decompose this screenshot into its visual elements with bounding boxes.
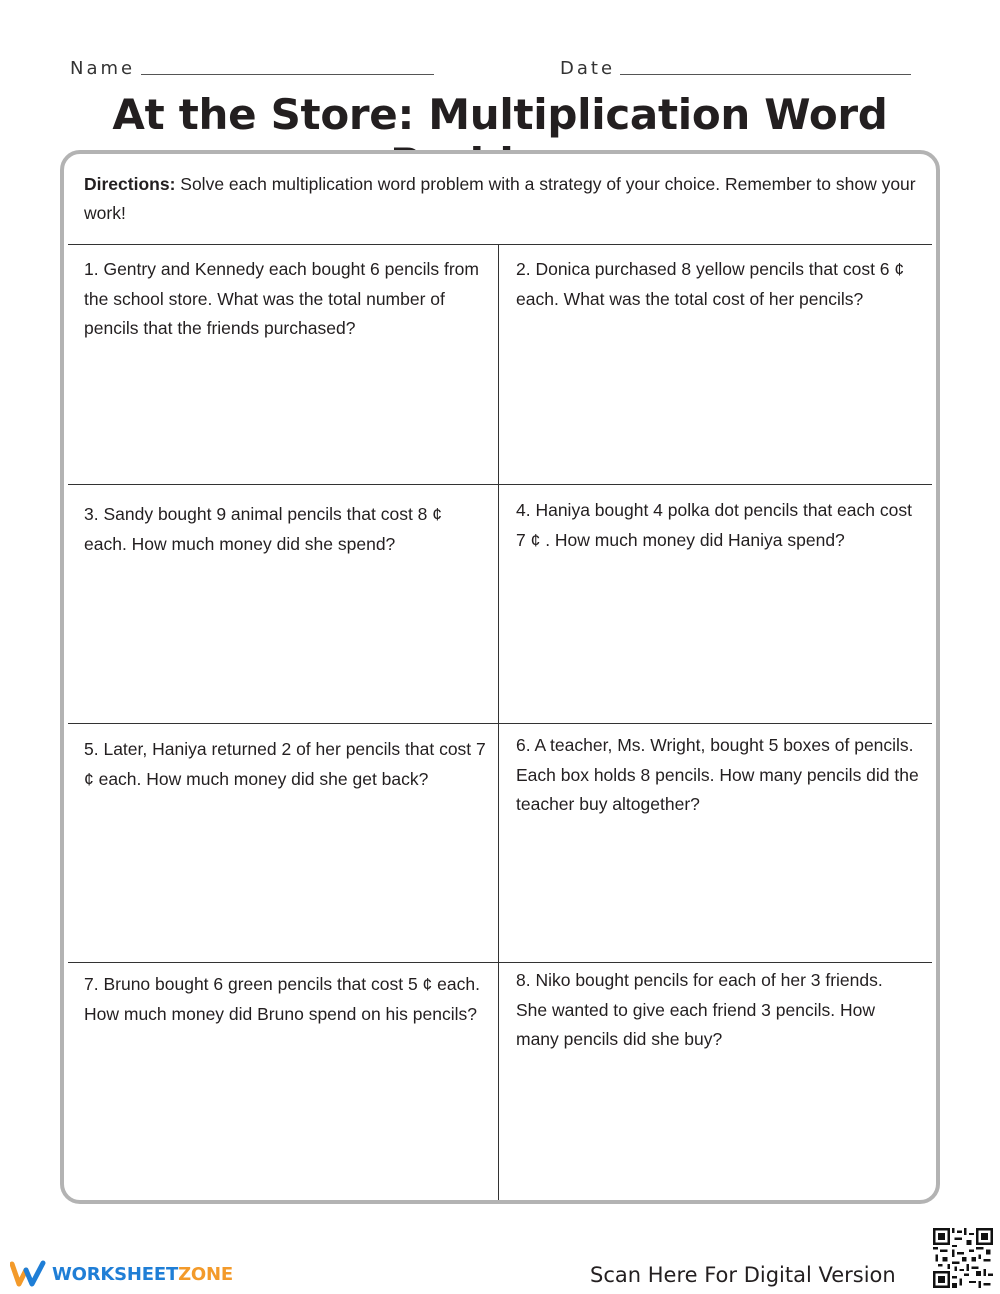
worksheet-frame (60, 150, 940, 1204)
grid-line-row3 (68, 723, 932, 724)
grid-line-row2 (68, 484, 932, 485)
date-line[interactable] (620, 74, 911, 75)
problem-7: 7. Bruno bought 6 green pencils that cost 5 ¢ each. How much money did Bruno spend on his pencils? (84, 974, 480, 1024)
logo-text-primary: WORKSHEET (52, 1263, 179, 1285)
directions-label: Directions: (84, 174, 176, 194)
date-label: Date (560, 58, 616, 79)
name-label: Name (70, 58, 136, 79)
logo-text (52, 1264, 233, 1285)
problem-6: 6. A teacher, Ms. Wright, bought 5 boxes of pencils. Each box holds 8 pencils. How many pencils did the teacher buy altogether? (516, 735, 919, 814)
logo-text-secondary: ZONE (178, 1263, 233, 1285)
page-title: At the Store: Multiplication Word (112, 90, 888, 139)
worksheet-zone-logo[interactable] (10, 1260, 233, 1288)
name-line[interactable] (141, 74, 434, 75)
problem-4: 4. Haniya bought 4 polka dot pencils that each cost 7 ¢ . How much money did Haniya spend? (516, 500, 912, 550)
scan-prompt: Scan Here For Digital Version (590, 1263, 896, 1287)
problem-8: 8. Niko bought pencils for each of her 3 friends. She wanted to give each friend 3 pencils. How many pencils did she buy? (516, 970, 883, 1049)
problem-1: 1. Gentry and Kennedy each bought 6 pencils from the school store. What was the total number of pencils that the friends purchased? (84, 259, 479, 338)
directions-text: Solve each multiplication word problem with a strategy of your choice. Remember to show your work! (84, 174, 916, 223)
problem-5: 5. Later, Haniya returned 2 of her pencils that cost 7 ¢ each. How much money did she get back? (84, 739, 486, 789)
qr-code-icon[interactable] (933, 1228, 993, 1288)
logo-w-icon (10, 1260, 46, 1288)
directions (84, 170, 924, 228)
problem-3: 3. Sandy bought 9 animal pencils that cost 8 ¢ each. How much money did she spend? (84, 504, 443, 554)
problem-2: 2. Donica purchased 8 yellow pencils that cost 6 ¢ each. What was the total cost of her pencils? (516, 259, 905, 309)
grid-line-top (68, 244, 932, 245)
grid-line-middle (498, 244, 499, 1200)
grid-line-row4 (68, 962, 932, 963)
